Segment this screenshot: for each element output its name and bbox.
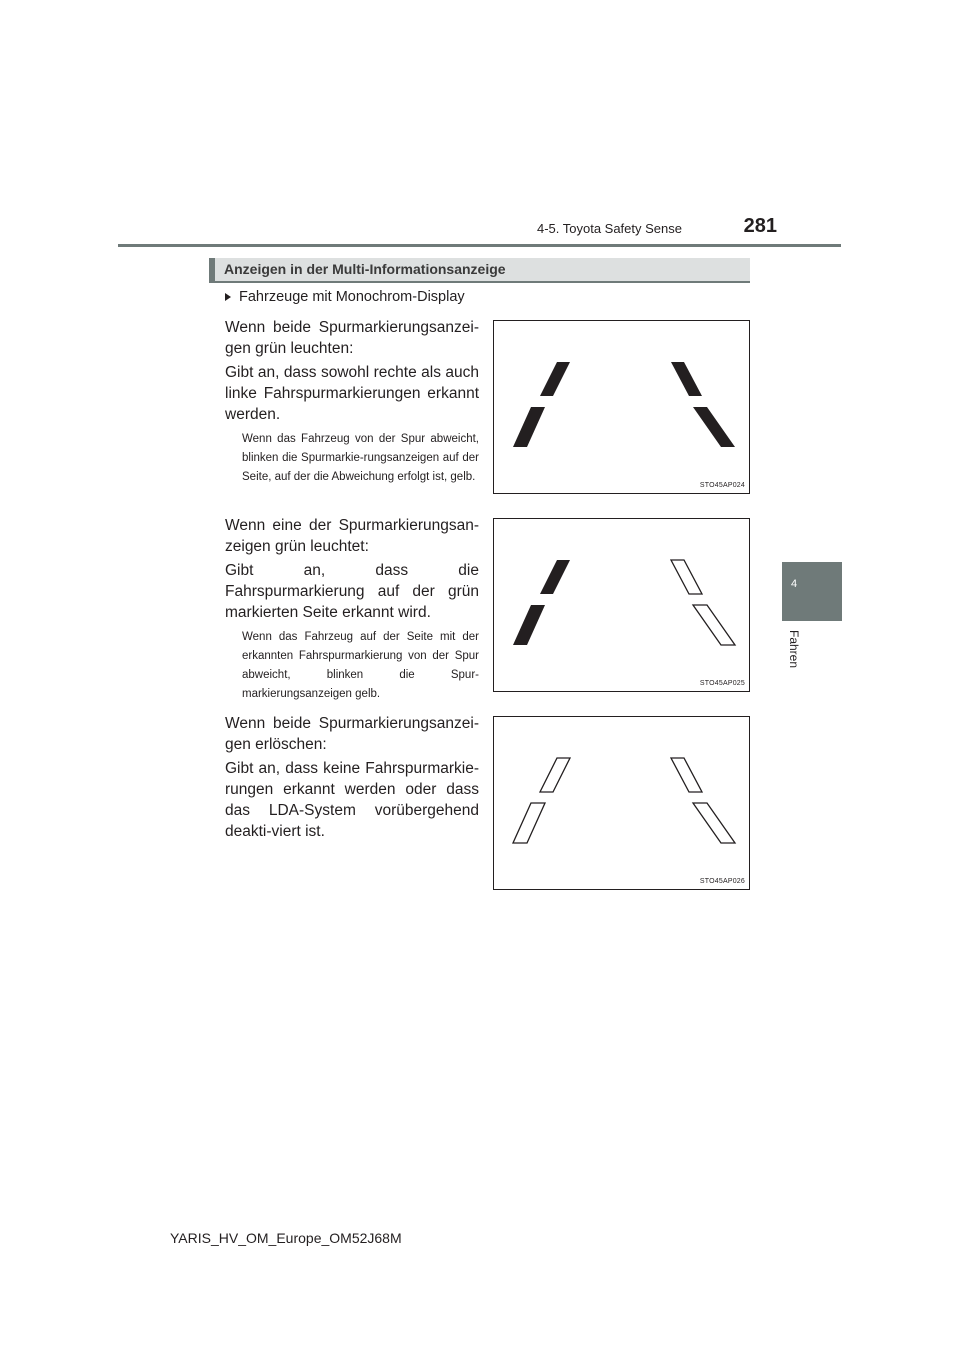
bullet-item	[225, 289, 465, 305]
note-text-2: Wenn das Fahrzeug auf der Seite mit der erkannten Fahrspurmarkierung von der Spur abweicht, blinken die Spur-markierungsanzeigen gelb.	[242, 631, 479, 700]
right-lower-marking	[693, 605, 735, 645]
document-footer: YARIS_HV_OM_Europe_OM52J68M	[170, 1230, 402, 1246]
right-upper-marking	[671, 758, 702, 792]
right-lower-marking	[693, 803, 735, 843]
figure-code: STO45AP024	[699, 482, 745, 489]
right-upper-marking	[671, 362, 702, 396]
lane-markings-graphic-1	[494, 321, 749, 493]
condition-text-3: Wenn beide Spurmarkierungsanzei-gen erlöschen:	[225, 715, 479, 753]
lane-indicator-figure-2	[493, 518, 750, 692]
left-lower-marking	[513, 803, 545, 843]
body-text-3: Gibt an, dass keine Fahrspurmarkie-rungen erkannt werden oder dass das LDA-System vorübergehend deakti-viert ist.	[225, 760, 479, 840]
lane-indicator-figure-3	[493, 716, 750, 890]
section-heading-accent	[209, 258, 215, 283]
chapter-label: Fahren	[787, 630, 801, 669]
figure-code: STO45AP025	[699, 680, 745, 687]
chapter-number: 4	[790, 578, 798, 590]
right-upper-marking	[671, 560, 702, 594]
section-heading	[209, 258, 750, 283]
header-divider	[118, 244, 841, 247]
lane-markings-graphic-3	[494, 717, 749, 889]
body-text-1: Gibt an, dass sowohl rechte als auch linke Fahrspurmarkierungen erkannt werden.	[225, 364, 479, 423]
bullet-text: Fahrzeuge mit Monochrom-Display	[239, 289, 465, 305]
left-lower-marking	[513, 605, 545, 645]
right-lower-marking	[693, 407, 735, 447]
lane-indicator-figure-1	[493, 320, 750, 494]
lane-markings-graphic-2	[494, 519, 749, 691]
left-upper-marking	[540, 560, 570, 594]
chapter-tab[interactable]	[782, 562, 842, 621]
left-lower-marking	[513, 407, 545, 447]
page-number: 281	[743, 215, 777, 237]
left-upper-marking	[540, 362, 570, 396]
note-text-1: Wenn das Fahrzeug von der Spur abweicht, blinken die Spurmarkie-rungsanzeigen auf der Seite, auf der die Abweichung erfolgt ist, gelb.	[242, 433, 479, 483]
section-heading-title: Anzeigen in der Multi-Informationsanzeige	[224, 261, 506, 277]
triangle-bullet-icon	[225, 293, 231, 301]
figure-code: STO45AP026	[699, 878, 745, 885]
body-text-2: Gibt an, dass die Fahrspurmarkierung auf der grün markierten Seite erkannt wird.	[225, 562, 479, 621]
condition-text-1: Wenn beide Spurmarkierungsanzei-gen grün leuchten:	[225, 319, 479, 357]
left-upper-marking	[540, 758, 570, 792]
header-section-title: 4-5. Toyota Safety Sense	[536, 221, 682, 236]
condition-text-2: Wenn eine der Spurmarkierungsan-zeigen grün leuchtet:	[225, 517, 479, 555]
